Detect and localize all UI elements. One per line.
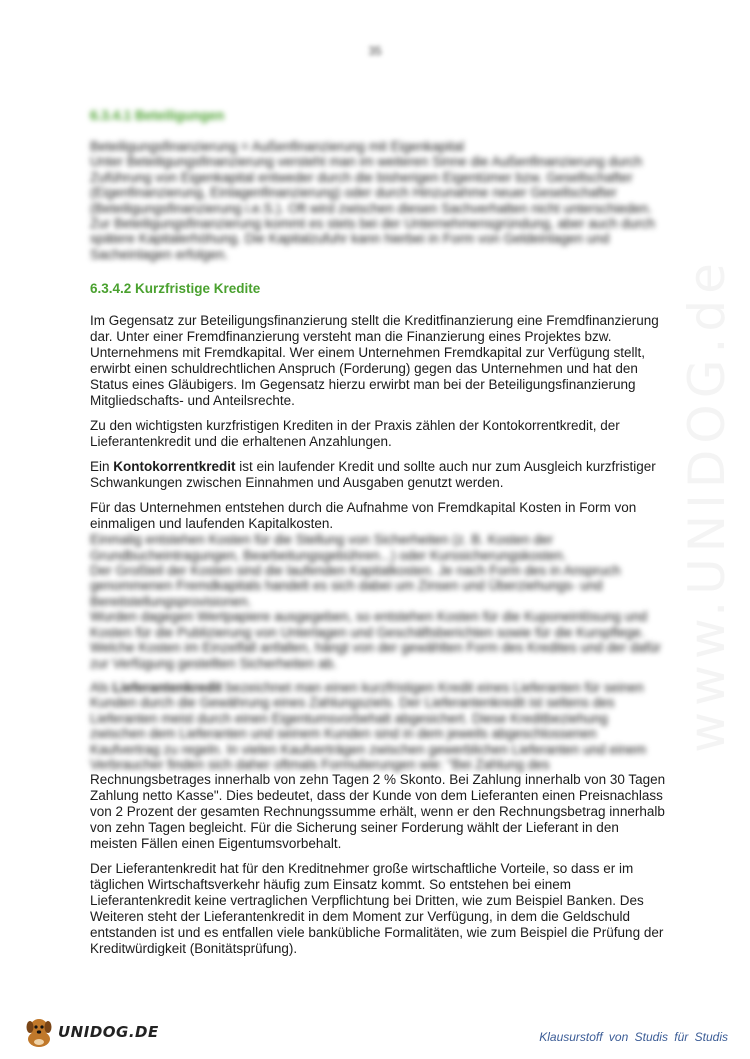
page-number: 35 <box>368 44 382 58</box>
blurred-line: Welche Kosten im Einzelfall anfallen, hängt von der gewählten Form des Kredites und der dafür zur Verfügung gestellten Sicherheiten ab. <box>90 640 661 671</box>
watermark <box>667 257 747 753</box>
blurred-line: Der Großteil der Kosten sind die laufenden Kapitalkosten. Je nach Form des in Anspruch genommenen Fremdkapitals handelt es sich dabei um Zinsen und Überziehungs- und Bereitstellungsprovisionen. <box>90 563 621 609</box>
watermark-text: www.UNIDOG.de <box>678 257 737 753</box>
section-beteiligungen <box>90 108 667 262</box>
blurred-line: Wurden dagegen Wertpapiere ausgegeben, so entstehen Kosten für die Kuponeinlösung und Kosten für die Publizierung von Unterlagen und Geschäftsberichten sowie für die Kurspflege. <box>90 609 648 640</box>
blurred-kosten-block <box>90 532 667 671</box>
blurred-line: Einmalig entstehen Kosten für die Stellung von Sicherheiten (z. B. Kosten der Grundbucheintragungen, Bearbeitungsgebühren...) oder Kurssicherungskosten. <box>90 532 567 563</box>
logo-text: UNIDOG.DE <box>58 1023 159 1041</box>
dog-icon <box>22 1015 56 1049</box>
section-heading-kurzfristige-kredite: 6.3.4.2 Kurzfristige Kredite <box>90 281 261 297</box>
paragraph-kapitalkosten: Für das Unternehmen entstehen durch die Aufnahme von Fremdkapital Kosten in Form von einmaligen und laufenden Kapitalkosten. <box>90 500 637 532</box>
text-prefix: Ein <box>90 459 114 475</box>
paragraph-wichtigste-kredite: Zu den wichtigsten kurzfristigen Krediten in der Praxis zählen der Kontokorrentkredit, der Lieferantenkredit und die erhaltenen Anzahlungen. <box>90 418 620 450</box>
footer-slogan: Klausurstoff von Studis für Studis <box>539 1030 728 1044</box>
footer-logo[interactable] <box>22 1012 159 1052</box>
paragraph-lieferantenkredit <box>90 680 667 852</box>
term-lieferantenkredit: Lieferantenkredit <box>112 679 223 695</box>
section-subtitle: Beteiligungsfinanzierung = Außenfinanzierung mit Eigenkapital <box>90 139 465 154</box>
section-heading-beteiligungen: 6.3.4.1 Beteiligungen <box>90 108 225 123</box>
blurred-text: bezeichnet man einen kurzfristigen Kredit eines Lieferanten für seinen Kunden durch die Gewährung eines Zahlungsziels. Der Lieferantenkredit ist seltens des Lieferanten meist durch einen Eigentumsvorbehalt abgesichert. Diese Kreditbeziehung zwischen dem Lieferanten und seinem Kunden sind in dem jeweils abgeschlossenen Kaufvertrag zu regeln. In vielen Kaufverträgen zwischen gewerblichen Lieferanten und einem Verbraucher finden sich daher oftmals Formulierungen wie: "Bei Zahlung des <box>90 679 647 772</box>
clear-lieferantenkredit-text: Rechnungsbetrages innerhalb von zehn Tagen 2 % Skonto. Bei Zahlung innerhalb von 30 Tagen Zahlung netto Kasse". Dies bedeutet, dass der Kunde von dem Lieferanten einen Preisnachlass von 2 Prozent der gesamten Rechnungssumme erhält, wenn er den Rechnungsbetrag innerhalb von zehn Tagen begleicht. Für die Sicherung seiner Forderung wählt der Lieferant in den meisten Fällen einen Eigentumsvorbehalt. <box>90 772 666 852</box>
paragraph-kreditfinanzierung: Im Gegensatz zur Beteiligungsfinanzierung stellt die Kreditfinanzierung eine Fremdfinanzierung dar. Unter einer Fremdfinanzierung versteht man die Finanzierung eines Projektes bzw. Unternehmens mit Fremdkapital. Wer einem Unternehmen Fremdkapital zur Verfügung stellt, erwirbt einen schuldrechtlichen Anspruch (Forderung) gegen das Unternehmen und hat den Status eines Gläubigers. Im Gegensatz hierzu erwirbt man bei der Beteiligungsfinanzierung Mitgliedschafts- und Anteilsrechte. <box>90 313 659 409</box>
paragraph-vorteile: Der Lieferantenkredit hat für den Kreditnehmer große wirtschaftliche Vorteile, so dass er im täglichen Wirtschaftsverkehr häufig zum Einsatz kommt. So entstehen bei einem Lieferantenkredit keine vertraglichen Verpflichtung bei Dritten, wie zum Beispiel Banken. Des Weiteren steht der Lieferantenkredit in dem Moment zur Verfügung, in dem die Geldschuld entstanden ist und es entfallen viele bankübliche Formalitäten, wie zum Beispiel die Prüfung der Kreditwürdigkeit (Bonitätsprüfung). <box>90 861 664 957</box>
document-content <box>90 108 667 957</box>
text-prefix: Als <box>90 679 113 695</box>
section-paragraph: Unter Beteiligungsfinanzierung versteht man im weiteren Sinne die Außenfinanzierung durch Zuführung von Eigenkapital entweder durch die bisherigen Eigentümer bzw. Gesellschafter (Eigenfinanzierung, Einlagenfinanzierung) oder durch Hinzunahme neuer Gesellschafter (Beteiligungsfinanzierung i.e.S.). Oft wird zwischen diesen Sachverhalten nicht unterschieden. Zur Beteiligungsfinanzierung kommt es stets bei der Unternehmensgründung, aber auch durch spätere Kapitalerhöhung. Die Kapitalzufuhr kann hierbei in Form von Geldeinlagen und Sacheinlagen erfolgen. <box>90 154 656 262</box>
text-suffix: ist ein laufender Kredit und sollte auch nur zum Ausgleich kurzfristiger Schwankungen zwischen Einnahmen und Ausgaben genutzt werden. <box>90 459 656 491</box>
paragraph-kontokorrentkredit <box>90 459 667 491</box>
blurred-lieferantenkredit-text <box>90 680 667 772</box>
term-kontokorrentkredit: Kontokorrentkredit <box>113 459 236 475</box>
